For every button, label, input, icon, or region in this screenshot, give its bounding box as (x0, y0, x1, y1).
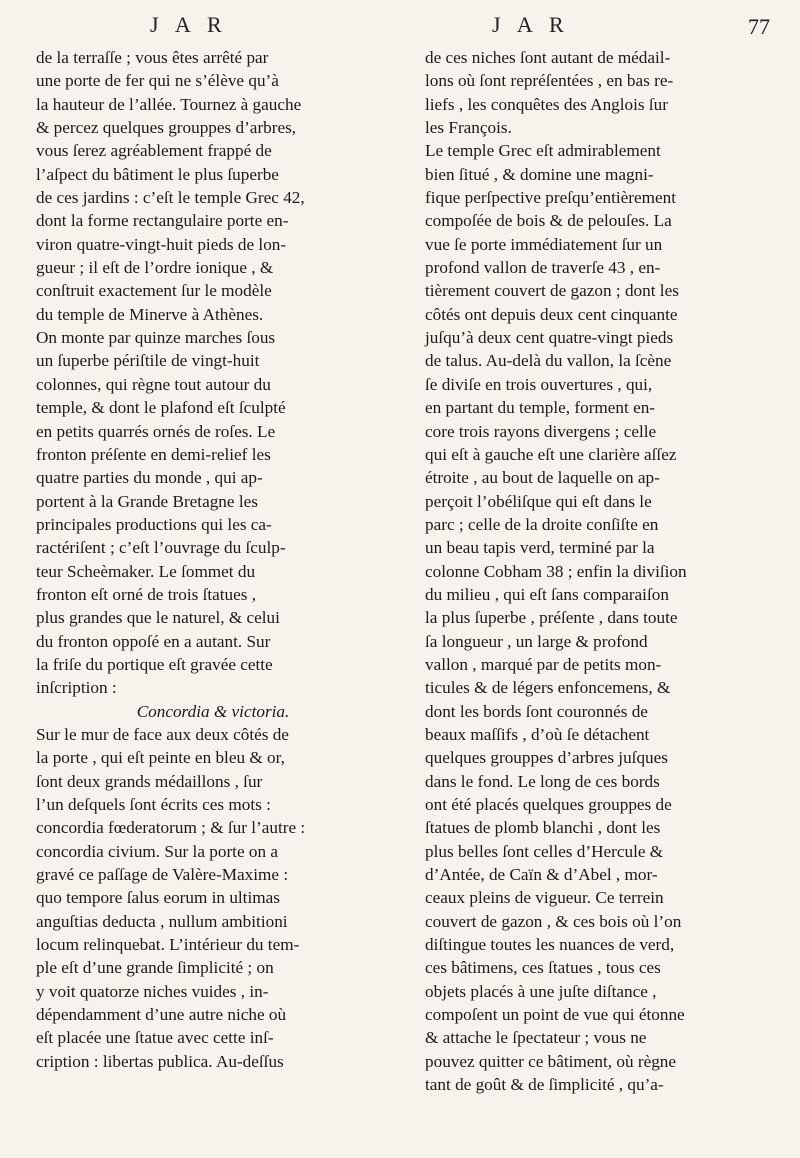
text-line: vallon , marqué par de petits mon- (425, 654, 662, 674)
text-line: fronton préſente en demi-relief les (36, 444, 271, 464)
text-line: dont les bords ſont couronnés de (425, 701, 648, 721)
text-line: les François. (425, 118, 512, 138)
text-line: & percez quelques grouppes d’arbres, (36, 118, 297, 138)
text-line: objets placés à une juſte diſtance , (425, 981, 657, 1001)
text-line: perçoit l’obéliſque qui eſt dans le (425, 491, 652, 511)
text-line: colonnes, qui règne tout autour du (36, 374, 271, 394)
text-line: gueur ; il eſt de l’ordre ionique , & (36, 258, 274, 278)
text-line: juſqu’à deux cent quatre-vingt pieds (425, 328, 674, 348)
text-line: Concordia & victoria. (136, 701, 290, 721)
text-line: quelques grouppes d’arbres juſques (425, 748, 668, 768)
text-line: fronton eſt orné de trois ſtatues , (36, 584, 257, 604)
text-line: dont la forme rectangulaire porte en- (36, 211, 289, 231)
text-line: l’un deſquels ſont écrits ces mots : (36, 795, 271, 814)
text-line: vous ſerez agréablement frappé de (36, 141, 272, 161)
left-column (36, 46, 390, 1073)
text-line: une porte de fer qui ne s’élève qu’à (36, 71, 279, 91)
text-line: quo tempore ſalus eorum in ultimas (36, 888, 280, 908)
text-line: ple eſt d’une grande ſimplicité ; on (36, 958, 274, 978)
text-line: de la terraſſe ; vous êtes arrêté par (36, 48, 269, 67)
text-line: parc ; celle de la droite conſiſte en (425, 514, 659, 534)
text-line: un ſuperbe périſtile de vingt-huit (36, 351, 260, 371)
text-line: tant de goût & de ſimplicité , qu’a- (425, 1075, 664, 1095)
text-line: compoſée de bois & de pelouſes. La (425, 211, 672, 231)
text-line: ractériſent ; c’eſt l’ouvrage du ſculp- (36, 538, 286, 558)
text-line: cription : libertas publica. Au-deſſus (36, 1051, 284, 1071)
text-line: plus grandes que le naturel, & celui (36, 608, 280, 628)
running-head-right: J A R (492, 12, 570, 37)
text-line: colonne Cobham 38 ; enfin la diviſion (425, 561, 687, 581)
text-line: de talus. Au-delà du vallon, la ſcène (425, 351, 672, 371)
text-line: eſt placée une ſtatue avec cette inſ- (36, 1028, 274, 1048)
text-line: ceaux pleins de vigueur. Ce terrein (425, 888, 664, 908)
text-line: On monte par quinze marches ſous (36, 328, 276, 348)
text-line: viron quatre-vingt-huit pieds de lon- (36, 234, 287, 254)
text-line: beaux maſſifs , d’où ſe détachent (425, 724, 650, 744)
text-line: profond vallon de traverſe 43 , en- (425, 258, 661, 278)
text-line: y voit quatorze niches vuides , in- (36, 981, 269, 1001)
text-line: la hauteur de l’allée. Tournez à gauche (36, 94, 302, 114)
text-line: bien ſitué , & domine une magni- (425, 164, 654, 184)
text-line: conſtruit exactement ſur le modèle (36, 281, 272, 301)
text-line: ſont deux grands médaillons , ſur (36, 771, 263, 791)
running-head-left: J A R (150, 12, 228, 37)
text-line: temple, & dont le plafond eſt ſculpté (36, 398, 286, 418)
text-line: quatre parties du monde , qui ap- (36, 468, 263, 488)
text-line: & attache le ſpectateur ; vous ne (425, 1028, 647, 1048)
text-line: du temple de Minerve à Athènes. (36, 304, 264, 324)
text-line: principales productions qui les ca- (36, 514, 272, 534)
text-line: locum relinquebat. L’intérieur du tem- (36, 935, 300, 955)
text-line: couvert de gazon , & ces bois où l’on (425, 911, 682, 931)
text-line: teur Scheèmaker. Le ſommet du (36, 561, 256, 581)
text-line: du milieu , qui eſt ſans comparaiſon (425, 584, 669, 604)
text-line: de ces jardins : c’eſt le temple Grec 42, (36, 188, 305, 208)
text-line: compoſent un point de vue qui étonne (425, 1005, 685, 1025)
text-line: étroite , au bout de laquelle on ap- (425, 468, 660, 488)
text-line: la porte , qui eſt peinte en bleu & or, (36, 748, 285, 768)
text-line: la friſe du portique eſt gravée cette (36, 654, 273, 674)
text-line: core trois rayons divergens ; celle (425, 421, 657, 441)
text-line: du fronton oppoſé en a autant. Sur (36, 631, 271, 651)
text-line: fique perſpective preſqu’entièrement (425, 188, 677, 208)
text-line: concordia fœderatorum ; & ſur l’autre : (36, 818, 306, 838)
text-line: lons où ſont repréſentées , en bas re- (425, 71, 674, 91)
text-line: dans le fond. Le long de ces bords (425, 771, 660, 791)
text-line: tièrement couvert de gazon ; dont les (425, 281, 679, 301)
text-line: liefs , les conquêtes des Anglois ſur (425, 94, 668, 114)
text-line: concordia civium. Sur la porte on a (36, 841, 278, 861)
text-line: la plus ſuperbe , préſente , dans toute (425, 608, 678, 628)
text-line: de ces niches ſont autant de médail- (425, 48, 671, 67)
text-line: plus belles ſont celles d’Hercule & (425, 841, 664, 861)
text-line: Le temple Grec eſt admirablement (425, 141, 661, 161)
text-line: gravé ce paſſage de Valère-Maxime : (36, 865, 289, 885)
text-line: un beau tapis verd, terminé par la (425, 538, 655, 558)
text-line: pouvez quitter ce bâtiment, où règne (425, 1051, 677, 1071)
text-line: ont été placés quelques grouppes de (425, 795, 672, 814)
text-line: diſtingue toutes les nuances de verd, (425, 935, 675, 955)
text-line: portent à la Grande Bretagne les (36, 491, 258, 511)
text-line: en partant du temple, forment en- (425, 398, 656, 418)
right-column (425, 46, 779, 1096)
text-line: dépendamment d’une autre niche où (36, 1005, 287, 1025)
text-line: ſa longueur , un large & profond (425, 631, 648, 651)
text-line: en petits quarrés ornés de roſes. Le (36, 421, 276, 441)
text-line: ſtatues de plomb blanchi , dont les (425, 818, 661, 838)
text-line: d’Antée, de Caïn & d’Abel , mor- (425, 865, 658, 885)
text-line: ſe diviſe en trois ouvertures , qui, (425, 374, 653, 394)
text-line: qui eſt à gauche eſt une clarière aſſez (425, 444, 677, 464)
page-number: 77 (748, 14, 770, 39)
text-line: ces bâtimens, ces ſtatues , tous ces (425, 958, 661, 978)
text-line: côtés ont depuis deux cent cinquante (425, 304, 678, 324)
text-line: vue ſe porte immédiatement ſur un (425, 234, 663, 254)
text-line: anguſtias deducta , nullum ambitioni (36, 911, 288, 931)
text-line: Sur le mur de face aux deux côtés de (36, 724, 289, 744)
text-line: l’aſpect du bâtiment le plus ſuperbe (36, 164, 279, 184)
text-line: ticules & de légers enfoncemens, & (425, 678, 671, 698)
text-line: inſcription : (36, 678, 117, 698)
